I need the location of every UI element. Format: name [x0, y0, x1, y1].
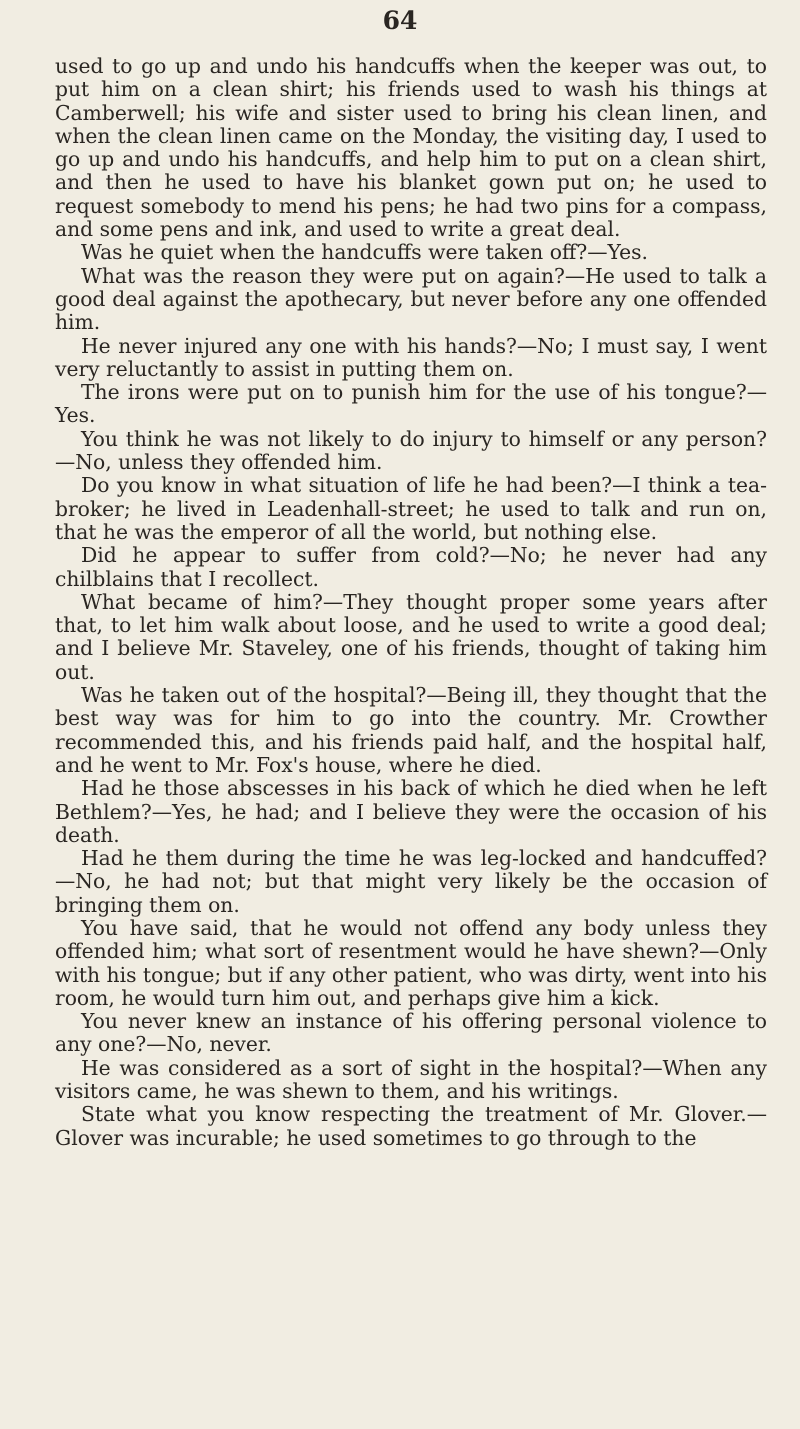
paragraph: What was the reason they were put on again?—He used to talk a good deal against the apothecary, but never before any one offended him.	[55, 263, 767, 335]
paragraph: Did he appear to suffer from cold?—No; he never had any chilblains that I recollect.	[55, 543, 767, 591]
paragraph: Was he taken out of the hospital?—Being ill, they thought that the best way was for him to go into the country. Mr. Crowther recommended this, and his friends paid half, and the hospital half, and he went to Mr. Fox's house, where he died.	[55, 683, 767, 777]
paragraph: You never knew an instance of his offering personal violence to any one?—No, never.	[55, 1009, 767, 1057]
paragraph: You think he was not likely to do injury to himself or any person?—No, unless they offended him.	[55, 426, 767, 475]
paragraph: Was he quiet when the handcuffs were taken off?—Yes.	[81, 240, 648, 265]
paragraph: The irons were put on to punish him for the use of his tongue?—Yes.	[55, 380, 767, 428]
paragraph: Do you know in what situation of life he had been?—I think a tea-broker; he lived in Leadenhall-street; he used to talk and run on, that he was the emperor of all the world, but nothing else.	[55, 473, 767, 544]
page-number: 64	[382, 6, 418, 35]
paragraph: You have said, that he would not offend any body unless they offended him; what sort of resentment would he have shewn?—Only with his tongue; but if any other patient, who was dirty, went into his room, he would turn him out, and perhaps give him a kick.	[55, 915, 767, 1010]
body-text	[55, 55, 767, 1150]
paragraph: He never injured any one with his hands?—No; I must say, I went very reluctantly to assist in putting them on.	[55, 333, 767, 381]
paragraph: What became of him?—They thought proper some years after that, to let him walk about loose, and he used to write a good deal; and I believe Mr. Staveley, one of his friends, thought of taking him out.	[55, 589, 767, 684]
paragraph: He was considered as a sort of sight in the hospital?—When any visitors came, he was shewn to them, and his writings.	[55, 1055, 767, 1104]
paragraph: Had he them during the time he was leg-locked and handcuffed?—No, he had not; but that might very likely be the occasion of bringing them on.	[55, 846, 767, 917]
paragraph: Had he those abscesses in his back of which he died when he left Bethlem?—Yes, he had; and I believe they were the occasion of his death.	[55, 776, 767, 847]
paragraph: State what you know respecting the treatment of Mr. Glover.—Glover was incurable; he used sometimes to go through to the	[55, 1102, 767, 1150]
paragraph: used to go up and undo his handcuffs when the keeper was out, to put him on a clean shirt; his friends used to wash his things at Camberwell; his wife and sister used to bring his clean linen, and when the clean linen came on the Monday, the visiting day, I used to go up and undo his handcuffs, and help him to put on a clean shirt, and then he used to have his blanket gown put on; he used to request somebody to mend his pens; he had two pins for a compass, and some pens and ink, and used to write a great deal.	[55, 54, 767, 242]
